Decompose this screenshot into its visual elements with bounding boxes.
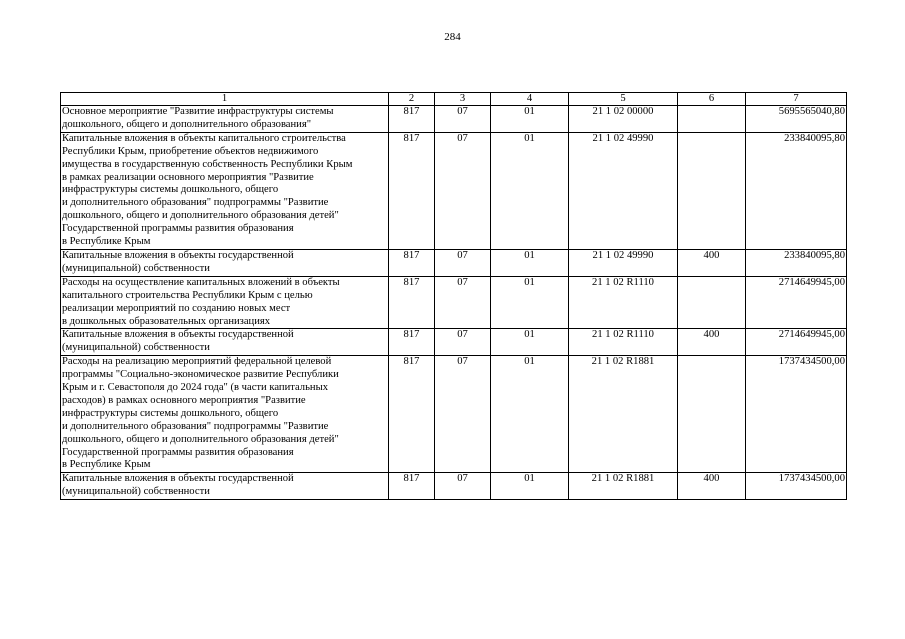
column-header-1: 1 (61, 93, 389, 106)
target-item-cell: 21 1 02 R1881 (569, 473, 678, 500)
ministry-code-cell: 817 (389, 356, 435, 473)
amount-cell: 233840095,80 (746, 249, 847, 276)
expense-name-cell: Капитальные вложения в объекты государственной (муниципальной) собственности (61, 329, 389, 356)
subsection-code-cell: 01 (491, 132, 569, 249)
table-row (61, 473, 847, 500)
expense-type-cell (678, 132, 746, 249)
expense-name-cell: Капитальные вложения в объекты государственной (муниципальной) собственности (61, 249, 389, 276)
ministry-code-cell: 817 (389, 276, 435, 329)
subsection-code-cell: 01 (491, 249, 569, 276)
ministry-code-cell: 817 (389, 132, 435, 249)
subsection-code-cell: 01 (491, 106, 569, 133)
expense-name-cell: Основное мероприятие "Развитие инфраструктуры системы дошкольного, общего и дополнительного образования" (61, 106, 389, 133)
column-header-7: 7 (746, 93, 847, 106)
section-code-cell: 07 (435, 106, 491, 133)
expense-type-cell: 400 (678, 329, 746, 356)
table-row (61, 132, 847, 249)
expense-name-cell: Расходы на реализацию мероприятий федеральной целевой программы "Социально-экономическое развитие Республики Крым и г. Севастополя до 2024 года" (в части капитальных расходов) в рамках основного мероприятия "Развитие инфраструктуры системы дошкольного, общего и дополнительного образования" подпрограммы "Развитие дошкольного, общего и дополнительного образования детей" Государственной программы развития образования в Республике Крым (61, 356, 389, 473)
target-item-cell: 21 1 02 R1110 (569, 329, 678, 356)
ministry-code-cell: 817 (389, 106, 435, 133)
section-code-cell: 07 (435, 356, 491, 473)
column-header-6: 6 (678, 93, 746, 106)
target-item-cell: 21 1 02 00000 (569, 106, 678, 133)
column-header-3: 3 (435, 93, 491, 106)
table-row (61, 276, 847, 329)
section-code-cell: 07 (435, 249, 491, 276)
amount-cell: 1737434500,00 (746, 473, 847, 500)
target-item-cell: 21 1 02 R1881 (569, 356, 678, 473)
section-code-cell: 07 (435, 132, 491, 249)
column-header-4: 4 (491, 93, 569, 106)
ministry-code-cell: 817 (389, 473, 435, 500)
subsection-code-cell: 01 (491, 473, 569, 500)
expense-name-cell: Расходы на осуществление капитальных вложений в объекты капитального строительства Республики Крым с целью реализации мероприятий по созданию новых мест в дошкольных образовательных организациях (61, 276, 389, 329)
amount-cell: 5695565040,80 (746, 106, 847, 133)
table-row (61, 106, 847, 133)
subsection-code-cell: 01 (491, 276, 569, 329)
expense-type-cell: 400 (678, 249, 746, 276)
column-header-2: 2 (389, 93, 435, 106)
table-row (61, 329, 847, 356)
amount-cell: 2714649945,00 (746, 276, 847, 329)
ministry-code-cell: 817 (389, 249, 435, 276)
section-code-cell: 07 (435, 329, 491, 356)
table-row (61, 356, 847, 473)
target-item-cell: 21 1 02 49990 (569, 249, 678, 276)
expense-name-cell: Капитальные вложения в объекты капитального строительства Республики Крым, приобретение объектов недвижимого имущества в государственную собственность Республики Крым в рамках реализации основного мероприятия "Развитие инфраструктуры системы дошкольного, общего и дополнительного образования" подпрограммы "Развитие дошкольного, общего и дополнительного образования детей" Государственной программы развития образования в Республике Крым (61, 132, 389, 249)
expense-type-cell: 400 (678, 473, 746, 500)
table-row (61, 249, 847, 276)
expense-type-cell (678, 356, 746, 473)
amount-cell: 1737434500,00 (746, 356, 847, 473)
section-code-cell: 07 (435, 473, 491, 500)
target-item-cell: 21 1 02 49990 (569, 132, 678, 249)
budget-table (60, 92, 847, 500)
header-row (61, 93, 847, 106)
subsection-code-cell: 01 (491, 329, 569, 356)
column-header-5: 5 (569, 93, 678, 106)
subsection-code-cell: 01 (491, 356, 569, 473)
amount-cell: 233840095,80 (746, 132, 847, 249)
expense-name-cell: Капитальные вложения в объекты государственной (муниципальной) собственности (61, 473, 389, 500)
expense-type-cell (678, 106, 746, 133)
page-number: 284 (444, 31, 461, 43)
section-code-cell: 07 (435, 276, 491, 329)
ministry-code-cell: 817 (389, 329, 435, 356)
expense-type-cell (678, 276, 746, 329)
amount-cell: 2714649945,00 (746, 329, 847, 356)
target-item-cell: 21 1 02 R1110 (569, 276, 678, 329)
